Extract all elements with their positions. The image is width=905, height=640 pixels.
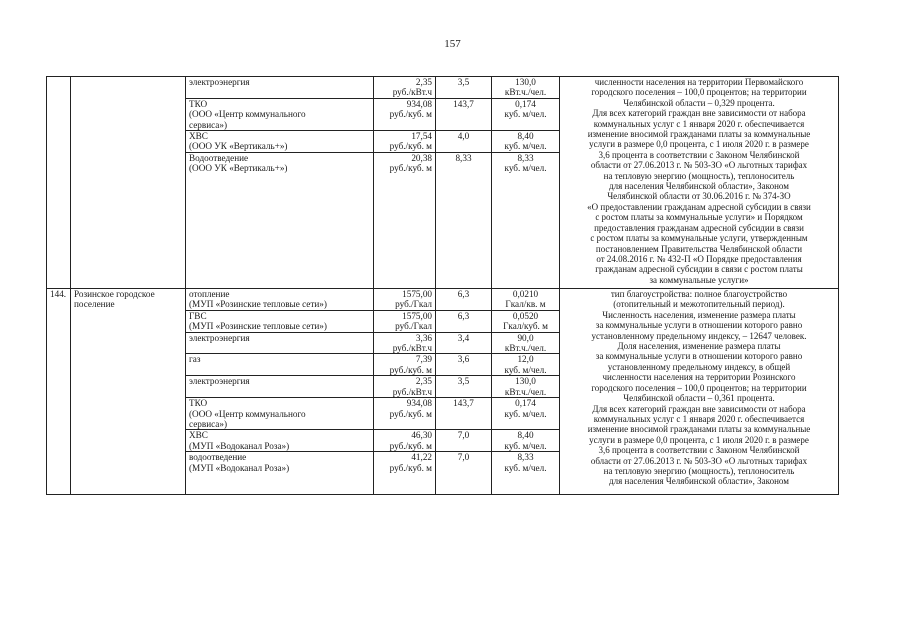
tariff-value: руб./кВт.ч	[392, 386, 432, 397]
tariff-value: 1575,00	[402, 289, 432, 300]
service-name: (ООО «Центр коммунального	[189, 109, 306, 120]
tariff-cell	[374, 289, 436, 311]
norm-value: куб. м/чел.	[504, 408, 547, 419]
note-line: с ростом платы за коммунальные услуги, утвержденным	[590, 233, 808, 244]
norm-value: 130,0	[515, 77, 536, 87]
norm-value: 130,0	[515, 376, 536, 387]
tariff-cell	[374, 452, 436, 495]
tariff-value: 17,54	[411, 131, 432, 142]
norm-value: 8,33	[517, 452, 534, 463]
note-line: за коммунальные услуги в отношении которого равно	[595, 320, 803, 331]
tariff-value: руб./Гкал	[395, 299, 432, 310]
index-value: 7,0	[457, 452, 470, 463]
note-line: изменение вносимой гражданами платы за коммунальные	[587, 129, 811, 140]
note-line: услуги в размере 0,0 процента, с 1 июля 2020 г. в размере	[589, 434, 809, 445]
tariff-cell	[374, 131, 436, 153]
index-cell	[436, 131, 492, 153]
tariff-cell	[374, 98, 436, 130]
norm-value: 8,33	[517, 152, 534, 163]
norm-value: 0,174	[515, 398, 536, 409]
norm-cell	[492, 289, 560, 311]
index-value: 6,3	[457, 310, 470, 321]
note-line: коммунальных услуг с 1 января 2020 г. обеспечивается	[593, 118, 805, 129]
table-row	[47, 77, 839, 99]
index-value: 143,7	[453, 398, 474, 409]
settlement-name: поселение	[74, 299, 115, 310]
service-name: (МУП «Водоканал Роза»)	[189, 462, 290, 473]
tariff-value: руб./кВт.ч	[392, 87, 432, 98]
service-name-cell	[186, 131, 374, 153]
tariff-value: 2,35	[415, 376, 432, 387]
service-name: (ООО «Центр коммунального	[189, 408, 306, 419]
index-value: 6,3	[457, 289, 470, 300]
index-cell	[436, 310, 492, 332]
note-line: Численность населения, изменение размера платы	[602, 309, 796, 320]
norm-value: 12,0	[517, 354, 534, 365]
norm-value: куб. м/чел.	[504, 141, 547, 152]
service-name: ХВС	[189, 131, 208, 142]
service-name: сервиса»)	[189, 418, 228, 429]
note-line: для населения Челябинской области», Законом	[609, 476, 789, 487]
table-row	[47, 289, 839, 311]
tariff-value: 934,08	[406, 98, 432, 109]
norm-value: 90,0	[517, 332, 534, 343]
tariff-value: руб./куб. м	[389, 364, 432, 375]
index-cell	[436, 398, 492, 430]
note-line: предоставления гражданам адресной субсидии в связи	[594, 222, 804, 233]
row-number-cell	[47, 289, 71, 495]
note-line: городского поселения – 100,0 процентов; на территории	[591, 382, 807, 393]
service-name-cell	[186, 152, 374, 288]
service-name: ГВС	[189, 310, 207, 321]
note-line: Доля населения, изменение размера платы	[617, 341, 781, 352]
service-name-cell	[186, 98, 374, 130]
row-number-cell	[47, 77, 71, 289]
tariff-value: 3,36	[415, 332, 432, 343]
service-name: (МУП «Розинские тепловые сети»)	[189, 299, 327, 310]
note-line: тип благоустройства: полное благоустройство	[610, 289, 788, 300]
norm-cell	[492, 354, 560, 376]
tariff-cell	[374, 332, 436, 354]
index-value: 3,5	[457, 77, 470, 87]
index-value: 3,6	[457, 354, 470, 365]
index-value: 8,33	[455, 152, 472, 163]
service-name-cell	[186, 77, 374, 99]
service-name: ТКО	[189, 98, 208, 109]
norm-value: куб. м/чел.	[504, 163, 547, 174]
note-line: области от 27.06.2013 г. № 503-ЗО «О льготных тарифах	[590, 455, 808, 466]
tariff-value: 1575,00	[402, 310, 432, 321]
note-line: 3,6 процента в соответствии с Законом Челябинской	[598, 445, 800, 456]
tariff-cell	[374, 354, 436, 376]
service-name: электроэнергия	[189, 376, 250, 387]
note-line: за коммунальные услуги»	[649, 274, 749, 285]
service-name: электроэнергия	[189, 332, 250, 343]
service-name: газ	[189, 354, 201, 365]
tariff-value: 7,39	[415, 354, 432, 365]
service-name-cell	[186, 289, 374, 311]
tariff-value: руб./кВт.ч	[392, 343, 432, 354]
norm-value: 0,174	[515, 98, 536, 109]
index-value: 143,7	[453, 98, 474, 109]
settlement-name: Розинское городское	[74, 289, 155, 300]
norm-value: куб. м/чел.	[504, 462, 547, 473]
norm-value: 8,40	[517, 430, 534, 441]
index-cell	[436, 430, 492, 452]
service-name: (МУП «Розинские тепловые сети»)	[189, 321, 327, 332]
note-line: установленному предельному индексу, – 12647 человек.	[591, 330, 807, 341]
note-line: от 24.08.2016 г. № 432-П «О Порядке предоставления	[596, 253, 802, 264]
index-cell	[436, 77, 492, 99]
note-line: Челябинской области – 0,329 процента.	[623, 97, 775, 108]
index-cell	[436, 376, 492, 398]
norm-cell	[492, 152, 560, 288]
settlement-cell	[71, 289, 186, 495]
note-cell	[560, 77, 839, 289]
tariff-cell	[374, 430, 436, 452]
service-name: водоотведение	[189, 452, 247, 463]
index-cell	[436, 289, 492, 311]
norm-cell	[492, 452, 560, 495]
note-line: области от 27.06.2013 г. № 503-ЗО «О льготных тарифах	[590, 160, 808, 171]
tariff-value: руб./куб. м	[389, 141, 432, 152]
norm-cell	[492, 430, 560, 452]
norm-value: куб. м/чел.	[504, 109, 547, 120]
note-line: 3,6 процента в соответствии с Законом Челябинской	[598, 149, 800, 160]
norm-cell	[492, 376, 560, 398]
note-line: Челябинской области от 30.06.2016 г. № 374-ЗО	[607, 191, 791, 202]
index-value: 7,0	[457, 430, 470, 441]
index-cell	[436, 98, 492, 130]
note-line: услуги в размере 0,0 процента, с 1 июля 2020 г. в размере	[589, 139, 809, 150]
note-line: установленному предельному индексу, в общей	[607, 361, 791, 372]
note-line: коммунальных услуг с 1 января 2020 г. обеспечивается	[593, 413, 805, 424]
note-line: (отопительный и межотопительный период).	[613, 299, 785, 310]
norm-value: куб. м/чел.	[504, 364, 547, 375]
norm-value: 0,0210	[512, 289, 539, 300]
service-name: (ООО УК «Вертикаль+»)	[189, 141, 288, 152]
service-name: отопление	[189, 289, 230, 300]
index-cell	[436, 152, 492, 288]
norm-cell	[492, 332, 560, 354]
service-name: сервиса»)	[189, 119, 228, 130]
norm-cell	[492, 310, 560, 332]
norm-cell	[492, 98, 560, 130]
norm-cell	[492, 131, 560, 153]
note-line: городского поселения – 100,0 процентов; на территории	[591, 87, 807, 98]
index-value: 4,0	[457, 131, 470, 142]
service-name-cell	[186, 310, 374, 332]
tariff-value: руб./куб. м	[389, 163, 432, 174]
tariff-value: 2,35	[415, 77, 432, 87]
norm-value: кВт.ч./чел.	[504, 343, 547, 354]
note-line: численности населения на территории Первомайского	[594, 77, 804, 87]
index-value: 3,4	[457, 332, 470, 343]
norm-value: 8,40	[517, 131, 534, 142]
note-line: гражданам адресной субсидии в связи с ростом платы	[595, 264, 803, 275]
note-line: «О предоставлении гражданам адресной субсидии в связи	[587, 201, 811, 212]
service-name: ТКО	[189, 398, 208, 409]
service-name-cell	[186, 452, 374, 495]
norm-value: Гкал/кв. м	[505, 299, 546, 310]
tariff-value: руб./куб. м	[389, 440, 432, 451]
note-line: для населения Челябинской области», Законом	[609, 181, 789, 192]
note-line: численности населения на территории Розинского	[602, 372, 796, 383]
norm-value: кВт.ч./чел.	[504, 386, 547, 397]
service-name: электроэнергия	[189, 77, 250, 87]
service-name: Водоотведение	[189, 152, 249, 163]
index-cell	[436, 452, 492, 495]
note-line: на тепловую энергию (мощность), теплоноситель	[603, 465, 795, 476]
service-name-cell	[186, 332, 374, 354]
note-line: на тепловую энергию (мощность), теплоноситель	[603, 170, 795, 181]
tariff-value: руб./Гкал	[395, 321, 432, 332]
service-name: (ООО УК «Вертикаль+»)	[189, 163, 288, 174]
settlement-cell	[71, 77, 186, 289]
note-line: постановлением Правительства Челябинской области	[595, 243, 803, 254]
tariff-value: 934,08	[406, 398, 432, 409]
note-cell	[560, 289, 839, 495]
tariff-table	[46, 76, 839, 495]
norm-value: 0,0520	[512, 310, 539, 321]
tariff-value: руб./куб. м	[389, 109, 432, 120]
note-line: с ростом платы за коммунальные услуги» и Порядком	[595, 212, 803, 223]
tariff-cell	[374, 376, 436, 398]
index-cell	[436, 332, 492, 354]
service-name: ХВС	[189, 430, 208, 441]
note-line: изменение вносимой гражданами платы за коммунальные	[587, 424, 811, 435]
tariff-value: 46,30	[411, 430, 432, 441]
tariff-cell	[374, 77, 436, 99]
service-name-cell	[186, 354, 374, 376]
note-line: Для всех категорий граждан вне зависимости от набора	[592, 403, 806, 414]
row-number: 144.	[50, 289, 67, 300]
service-name: (МУП «Водоканал Роза»)	[189, 440, 290, 451]
note-line: Для всех категорий граждан вне зависимости от набора	[592, 108, 806, 119]
page-number: 157	[444, 38, 461, 50]
service-name-cell	[186, 398, 374, 430]
tariff-value: 41,22	[411, 452, 432, 463]
index-value: 3,5	[457, 376, 470, 387]
norm-value: кВт.ч./чел.	[504, 87, 547, 98]
norm-cell	[492, 398, 560, 430]
tariff-cell	[374, 152, 436, 288]
tariff-value: руб./куб. м	[389, 462, 432, 473]
norm-cell	[492, 77, 560, 99]
tariff-cell	[374, 398, 436, 430]
tariff-value: руб./куб. м	[389, 408, 432, 419]
tariff-cell	[374, 310, 436, 332]
service-name-cell	[186, 430, 374, 452]
norm-value: Гкал/куб. м	[503, 321, 548, 332]
index-cell	[436, 354, 492, 376]
note-line: за коммунальные услуги в отношении которого равно	[595, 351, 803, 362]
norm-value: куб. м/чел.	[504, 440, 547, 451]
tariff-value: 20,38	[411, 152, 432, 163]
note-line: Челябинской области – 0,361 процента.	[623, 393, 775, 404]
table-body	[47, 77, 839, 495]
service-name-cell	[186, 376, 374, 398]
